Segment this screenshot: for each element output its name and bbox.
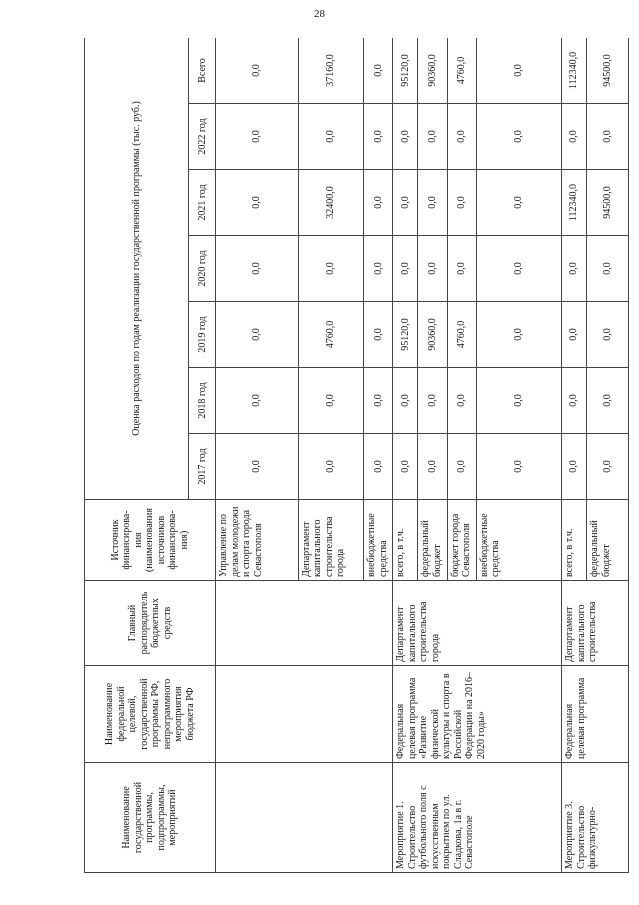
value-cell: 0,0 (476, 434, 561, 500)
source-cell: федеральный бюджет (587, 500, 629, 581)
value-cell: 90360,0 (418, 302, 447, 368)
value-cell: 0,0 (216, 302, 298, 368)
value-cell: 0,0 (364, 302, 393, 368)
value-cell: 0,0 (216, 368, 298, 434)
value-cell: 0,0 (418, 368, 447, 434)
value-cell: 112340,0 (562, 38, 587, 104)
source-cell: всего, в т.ч. (562, 500, 587, 581)
header-year-2022: 2022 год (189, 104, 216, 170)
value-cell: 112340,0 (562, 170, 587, 236)
value-cell: 95120,0 (393, 38, 418, 104)
empty-cell (216, 666, 393, 763)
source-cell: внебюджетные средства (364, 500, 393, 581)
value-cell: 0,0 (587, 236, 629, 302)
value-cell: 4760,0 (447, 38, 476, 104)
value-cell: 0,0 (587, 302, 629, 368)
source-cell: внебюджетные средства (476, 500, 561, 581)
value-cell: 0,0 (298, 368, 364, 434)
value-cell: 0,0 (476, 302, 561, 368)
header-source: Источник финансирова-ния (наименования источников финансирова-ния) (85, 500, 216, 581)
source-cell: федеральный бюджет (418, 500, 447, 581)
value-cell: 0,0 (216, 104, 298, 170)
header-total: Всего (189, 38, 216, 104)
header-year-2018: 2018 год (189, 368, 216, 434)
empty-cell (216, 763, 393, 873)
value-cell: 0,0 (447, 434, 476, 500)
value-cell: 37160,0 (298, 38, 364, 104)
value-cell: 94500,0 (587, 170, 629, 236)
value-cell: 0,0 (216, 236, 298, 302)
header-year-2021: 2021 год (189, 170, 216, 236)
value-cell: 0,0 (562, 104, 587, 170)
header-year-2019: 2019 год (189, 302, 216, 368)
value-cell: 0,0 (216, 38, 298, 104)
value-cell: 4760,0 (447, 302, 476, 368)
activity-name: Мероприятие 1. Строительство футбольного поля с искусственным покрытием по ул. Сладкова, 1а в г. Севастополе (393, 763, 562, 873)
value-cell: 94500,0 (587, 38, 629, 104)
value-cell: 0,0 (476, 38, 561, 104)
value-cell: 0,0 (587, 434, 629, 500)
value-cell: 0,0 (447, 236, 476, 302)
value-cell: 0,0 (364, 434, 393, 500)
value-cell: 0,0 (447, 170, 476, 236)
value-cell: 0,0 (418, 434, 447, 500)
header-estimate: Оценка расходов по годам реализации государственной программы (тыс. руб.) (85, 38, 189, 500)
rotated-table-frame (84, 38, 629, 873)
value-cell: 0,0 (393, 434, 418, 500)
value-cell: 0,0 (562, 302, 587, 368)
value-cell: 0,0 (447, 104, 476, 170)
source-cell: всего, в т.ч. (393, 500, 418, 581)
value-cell: 0,0 (216, 170, 298, 236)
source-cell: Управление по делам молодежи и спорта города Севастополя (216, 500, 298, 581)
header-name: Наименование государственной программы, подпрограммы, мероприятий (85, 763, 216, 873)
value-cell: 0,0 (562, 236, 587, 302)
value-cell: 0,0 (562, 434, 587, 500)
value-cell: 0,0 (393, 236, 418, 302)
value-cell: 0,0 (562, 368, 587, 434)
value-cell: 0,0 (364, 170, 393, 236)
value-cell: 0,0 (587, 368, 629, 434)
value-cell: 0,0 (298, 434, 364, 500)
value-cell: 95120,0 (393, 302, 418, 368)
value-cell: 0,0 (393, 104, 418, 170)
empty-cell (216, 581, 393, 666)
value-cell: 0,0 (393, 170, 418, 236)
value-cell: 0,0 (364, 236, 393, 302)
value-cell: 90360,0 (418, 38, 447, 104)
value-cell: 4760,0 (298, 302, 364, 368)
value-cell: 0,0 (587, 104, 629, 170)
value-cell: 0,0 (476, 236, 561, 302)
value-cell: 32400,0 (298, 170, 364, 236)
source-cell: Департамент капитального строительства города (298, 500, 364, 581)
budget-table (84, 38, 629, 873)
value-cell: 0,0 (476, 104, 561, 170)
header-year-2020: 2020 год (189, 236, 216, 302)
page-number: 28 (314, 8, 325, 20)
value-cell: 0,0 (216, 434, 298, 500)
activity-program: Федеральная целевая программа (562, 666, 629, 763)
value-cell: 0,0 (364, 38, 393, 104)
value-cell: 0,0 (298, 236, 364, 302)
value-cell: 0,0 (447, 368, 476, 434)
activity-program: Федеральная целевая программа «Развитие физической культуры и спорта в Российской Федерации на 2016–2020 годы» (393, 666, 562, 763)
value-cell: 0,0 (364, 104, 393, 170)
value-cell: 0,0 (364, 368, 393, 434)
activity-manager: Департамент капитального строительства города (393, 581, 562, 666)
value-cell: 0,0 (418, 104, 447, 170)
activity-name: Мероприятие 3. Строительство физкультурно- (562, 763, 629, 873)
value-cell: 0,0 (476, 368, 561, 434)
header-year-2017: 2017 год (189, 434, 216, 500)
activity-manager: Департамент капитального строительства (562, 581, 629, 666)
value-cell: 0,0 (298, 104, 364, 170)
source-cell: бюджет города Севастополя (447, 500, 476, 581)
value-cell: 0,0 (418, 236, 447, 302)
header-federal-program: Наименование федеральной целевой, государственной программы РФ, непрограммного мероприятия бюджета РФ (85, 666, 216, 763)
value-cell: 0,0 (393, 368, 418, 434)
header-manager: Главный распорядитель бюджетных средств (85, 581, 216, 666)
value-cell: 0,0 (476, 170, 561, 236)
value-cell: 0,0 (418, 170, 447, 236)
